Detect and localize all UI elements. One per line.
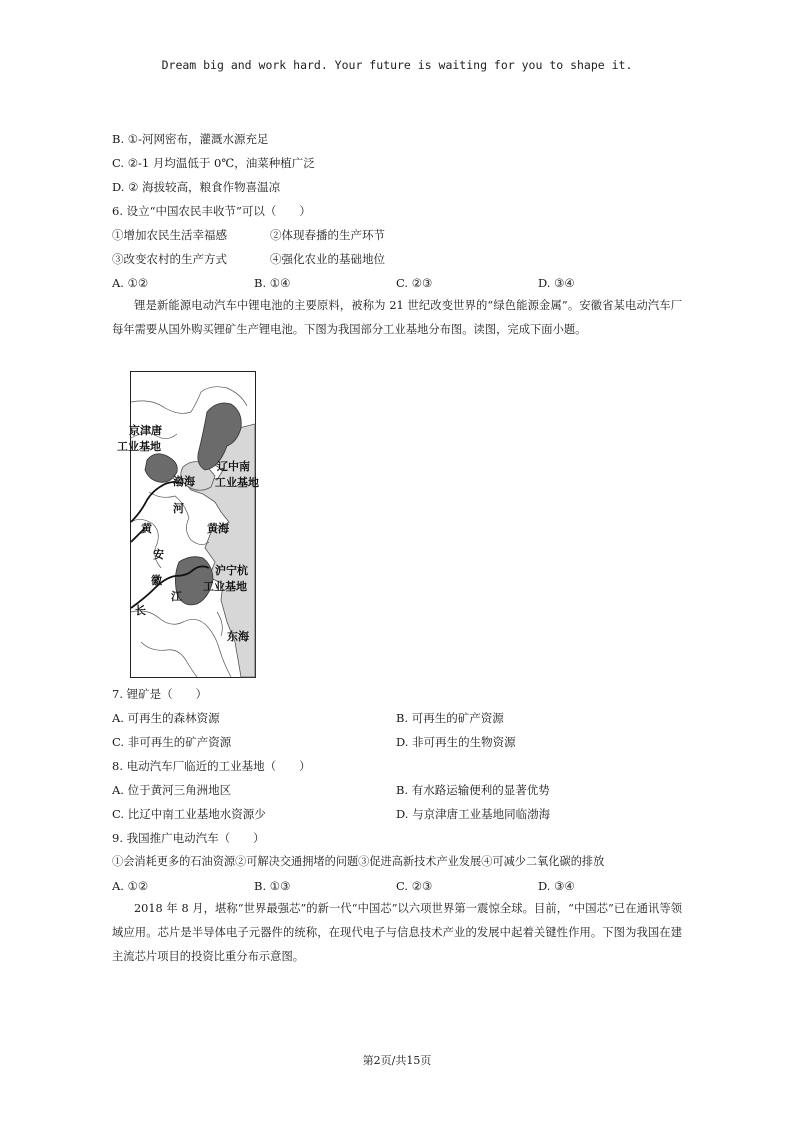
q8-stem: 8. 电动汽车厂临近的工业基地（ ）: [112, 759, 311, 773]
q9-stem: 9. 我国推广电动汽车（ ）: [112, 831, 265, 845]
label-hui: 徽: [151, 574, 162, 587]
q6-item-2: ②体现春播的生产环节: [270, 228, 385, 242]
q6-stem: 6. 设立“中国农民丰收节”可以（ ）: [112, 204, 311, 218]
q7-option-c: C. 非可再生的矿产资源: [112, 735, 232, 749]
q5-option-c: C. ②-1 月均温低于 0℃，油菜种植广泛: [112, 156, 315, 170]
q6-item-3: ③改变农村的生产方式: [112, 252, 227, 266]
q9-option-c: C. ②③: [396, 879, 433, 893]
q8-option-b: B. 有水路运输便利的显著优势: [396, 783, 550, 797]
q5-option-d: D. ② 海拔较高，粮食作物喜温凉: [112, 180, 281, 194]
passage-lithium: [112, 294, 682, 342]
label-river-jiang: 江: [171, 590, 182, 603]
q8-option-a: A. 位于黄河三角洲地区: [112, 783, 232, 797]
q6-option-b: B. ①④: [254, 276, 291, 290]
q6-option-c: C. ②③: [396, 276, 433, 290]
q9-option-a: A. ①②: [112, 879, 149, 893]
label-jjt-2: 工业基地: [117, 440, 161, 453]
label-huanghai: 黄海: [207, 522, 229, 535]
q7-option-b: B. 可再生的矿产资源: [396, 711, 504, 725]
passage-lithium-text: 锂是新能源电动汽车中锂电池的主要原料，被称为 21 世纪改变世界的“绿色能源金属”。安徽省某电动汽车厂每年需要从国外购买锂矿生产锂电池。下图为我国部分工业基地分布图。读图，完成下面小题。: [112, 299, 682, 336]
q6-option-a: A. ①②: [112, 276, 149, 290]
q6-option-d: D. ③④: [538, 276, 575, 290]
q7-stem: 7. 锂矿是（ ）: [112, 687, 208, 701]
q9-items: ①会消耗更多的石油资源②可解决交通拥堵的问题③促进高新技术产业发展④可减少二氧化碳的排放: [112, 855, 605, 868]
label-river-he: 河: [173, 502, 184, 515]
q7-option-d: D. 非可再生的生物资源: [396, 735, 516, 749]
page-number: 第2页/共15页: [362, 1054, 432, 1067]
label-bohai: 渤海: [173, 475, 195, 488]
q6-item-1: ①增加农民生活幸福感: [112, 228, 227, 242]
q8-option-c: C. 比辽中南工业基地水资源少: [112, 807, 266, 821]
label-hnh-2: 工业基地: [203, 580, 247, 593]
passage-chip-text: 2018 年 8 月，堪称“世界最强芯”的新一代“中国芯”以六项世界第一震惊全球。目前，“中国芯”已在通讯等领域应用。芯片是半导体电子元器件的统称，在现代电子与信息技术产业的发展中起着关键性作用。下图为我国在建主流芯片项目的投资比重分布示意图。: [112, 902, 682, 963]
header-motto: Dream big and work hard. Your future is waiting for you to shape it.: [161, 58, 633, 72]
q5-option-b: B. ①-河网密布，灌溉水源充足: [112, 132, 269, 146]
q6-item-4: ④强化农业的基础地位: [270, 252, 385, 266]
label-river-huang: 黄: [141, 522, 152, 535]
label-jjt-1: 京津唐: [129, 424, 162, 437]
industrial-base-map: [117, 371, 259, 678]
label-an: 安: [153, 548, 164, 561]
q8-option-d: D. 与京津唐工业基地同临渤海: [396, 807, 551, 821]
label-donghai: 东海: [227, 630, 249, 643]
q9-option-d: D. ③④: [538, 879, 575, 893]
label-lzn-2: 工业基地: [215, 476, 259, 489]
q7-option-a: A. 可再生的森林资源: [112, 711, 220, 725]
q9-option-b: B. ①③: [254, 879, 291, 893]
passage-chip: [112, 897, 682, 969]
label-hnh-1: 沪宁杭: [215, 564, 248, 577]
label-river-chang: 长: [135, 604, 146, 617]
label-lzn-1: 辽中南: [217, 460, 250, 473]
